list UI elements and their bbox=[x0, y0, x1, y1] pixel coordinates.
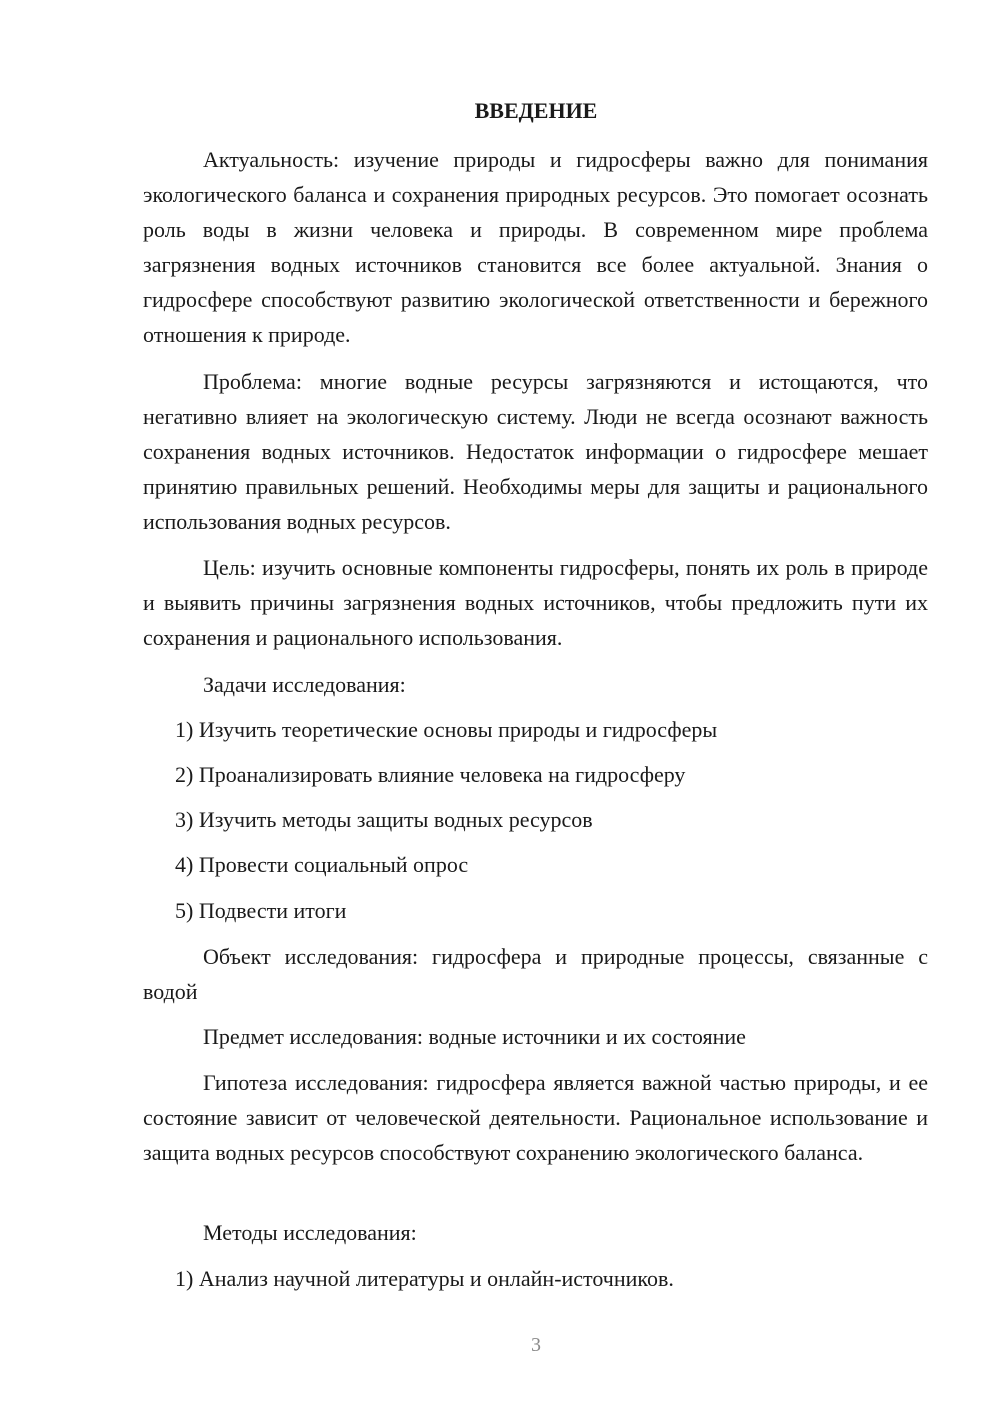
list-item: 3) Изучить методы защиты водных ресурсов bbox=[175, 807, 593, 832]
methods-heading: Методы исследования: bbox=[203, 1220, 417, 1245]
list-item: 2) Проанализировать влияние человека на гидросферу bbox=[175, 762, 686, 787]
list-item: 1) Изучить теоретические основы природы и гидросферы bbox=[175, 717, 718, 742]
problem-paragraph: Проблема: многие водные ресурсы загрязняются и истощаются, что негативно влияет на экологическую систему. Люди не всегда осознают важность сохранения водных источников. Недостаток информации о гидросфере мешает принятию правильных решений. Необходимы меры для защиты и рационального использования водных ресурсов. bbox=[143, 369, 928, 534]
subject-paragraph: Предмет исследования: водные источники и их состояние bbox=[203, 1024, 746, 1049]
list-item: 1) Анализ научной литературы и онлайн-источников. bbox=[175, 1266, 674, 1291]
tasks-heading: Задачи исследования: bbox=[203, 672, 406, 697]
hypothesis-paragraph: Гипотеза исследования: гидросфера является важной частью природы, и ее состояние зависит от человеческой деятельности. Рациональное использование и защита водных ресурсов способствуют сохранению экологического баланса. bbox=[143, 1070, 928, 1165]
goal-paragraph: Цель: изучить основные компоненты гидросферы, понять их роль в природе и выявить причины загрязнения водных источников, чтобы предложить пути их сохранения и рационального использования. bbox=[143, 555, 928, 650]
page-number: 3 bbox=[531, 1334, 541, 1356]
object-paragraph: Объект исследования: гидросфера и природные процессы, связанные с водой bbox=[143, 944, 928, 1004]
relevance-paragraph: Актуальность: изучение природы и гидросферы важно для понимания экологического баланса и сохранения природных ресурсов. Это помогает осознать роль воды в жизни человека и природы. В современном мире проблема загрязнения водных источников становится все более актуальной. Знания о гидросфере способствуют развитию экологической ответственности и бережного отношения к природе. bbox=[143, 147, 928, 347]
list-item: 4) Провести социальный опрос bbox=[175, 852, 469, 877]
list-item: 5) Подвести итоги bbox=[175, 898, 347, 923]
page-title: ВВЕДЕНИЕ bbox=[474, 98, 598, 123]
